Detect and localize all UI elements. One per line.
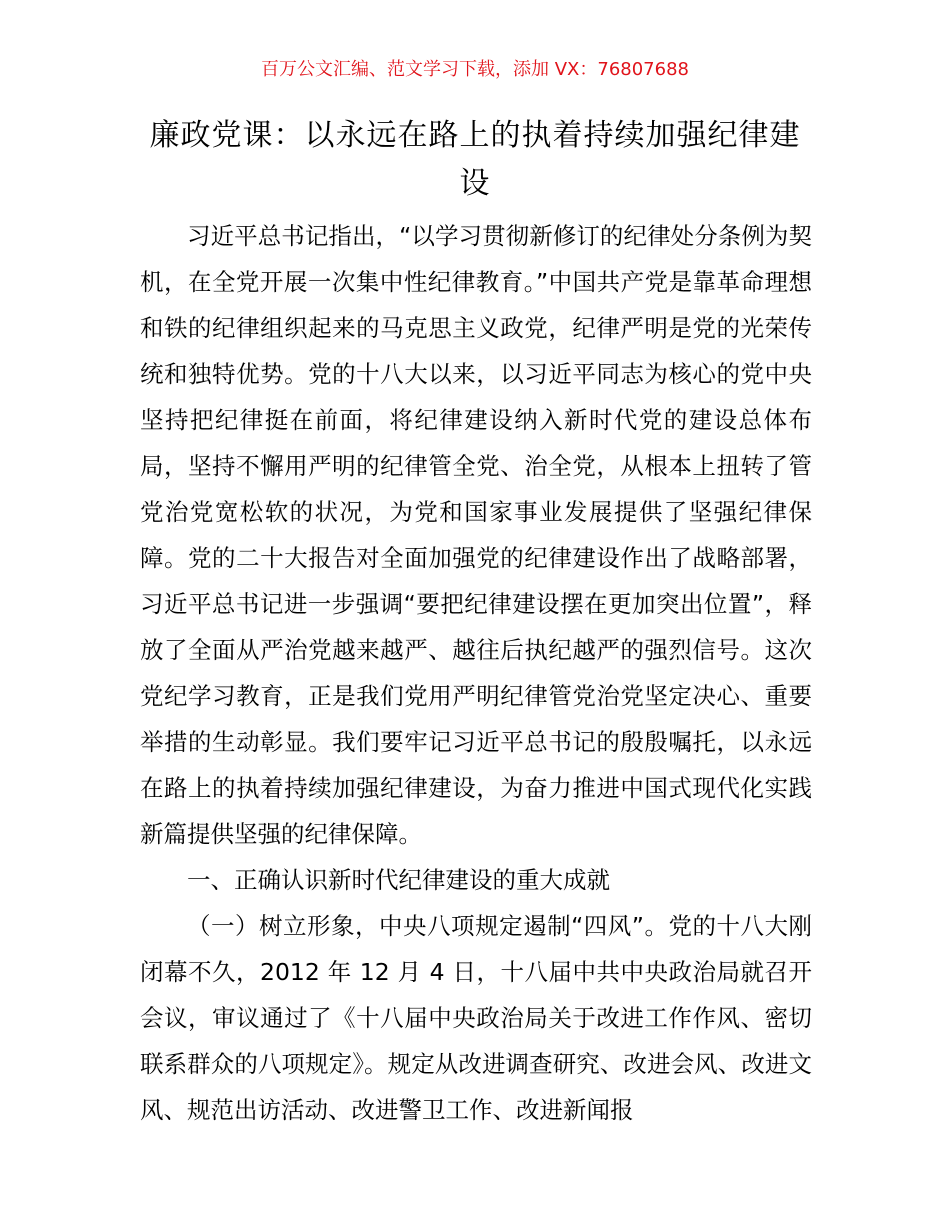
section-heading-1: 一、正确认识新时代纪律建设的重大成就 <box>187 866 610 894</box>
document-title: 廉政党课：以永远在路上的执着持续加强纪律建设 <box>149 118 801 201</box>
subsection-paragraph-1: （一）树立形象，中央八项规定遏制“四风”。党的十八大刚闭幕不久，2012 年 12 月 4 日，十八届中共中央政治局就召开会议，审议通过了《十八届中央政治局关于改进工作作风、密切联系群众的八项规定》。规定从改进调查研究、改进会风、改进文风、规范出访活动、改进警卫工作、改进新闻报 <box>140 912 812 1124</box>
document-body <box>140 213 812 1133</box>
intro-paragraph: 习近平总书记指出，“以学习贯彻新修订的纪律处分条例为契机，在全党开展一次集中性纪律教育。”中国共产党是靠革命理想和铁的纪律组织起来的马克思主义政党，纪律严明是党的光荣传统和独特优势。党的十八大以来，以习近平同志为核心的党中央坚持把纪律挺在前面，将纪律建设纳入新时代党的建设总体布局，坚持不懈用严明的纪律管全党、治全党，从根本上扭转了管党治党宽松软的状况，为党和国家事业发展提供了坚强纪律保障。党的二十大报告对全面加强党的纪律建设作出了战略部署，习近平总书记进一步强调“要把纪律建设摆在更加突出位置”，释放了全面从严治党越来越严、越往后执纪越严的强烈信号。这次党纪学习教育，正是我们党用严明纪律管党治党坚定决心、重要举措的生动彰显。我们要牢记习近平总书记的殷殷嘱托，以永远在路上的执着持续加强纪律建设，为奋力推进中国式现代化实践新篇提供坚强的纪律保障。 <box>140 222 812 848</box>
header-watermark-note: 百万公文汇编、范文学习下载，添加 VX：76807688 <box>261 59 689 80</box>
